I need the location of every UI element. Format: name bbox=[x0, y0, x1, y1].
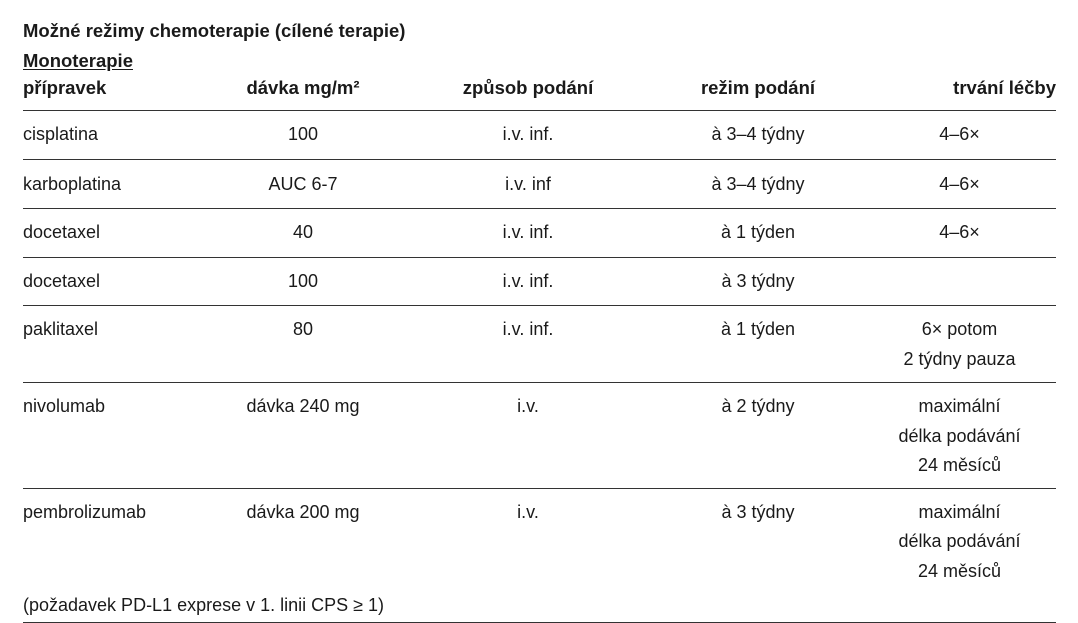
cell-dose: dávka 200 mg bbox=[246, 501, 360, 522]
cell-duration bbox=[863, 257, 1056, 306]
cell-duration bbox=[863, 488, 1056, 586]
column-header-route: způsob podání bbox=[403, 77, 653, 111]
cell-schedule: à 3 týdny bbox=[653, 257, 863, 306]
cell-schedule: à 2 týdny bbox=[653, 383, 863, 489]
duration-line: maximální bbox=[918, 501, 1001, 522]
cell-drug: pembrolizumab bbox=[23, 501, 147, 522]
duration-line: maximální bbox=[918, 396, 1001, 416]
cell-route: i.v. inf bbox=[403, 159, 653, 209]
cell-dose: 40 bbox=[203, 209, 403, 258]
cell-route: i.v. bbox=[403, 383, 653, 489]
duration-line: délka podávání bbox=[898, 531, 1021, 551]
cell-drug: nivolumab bbox=[23, 383, 203, 489]
duration-line: 4–6× bbox=[939, 222, 980, 242]
section-subtitle: Monoterapie bbox=[23, 50, 133, 71]
cell-schedule: à 3–4 týdny bbox=[653, 111, 863, 160]
cell-drug: karboplatina bbox=[23, 159, 203, 209]
duration-line: 24 měsíců bbox=[917, 455, 1002, 475]
cell-drug: paklitaxel bbox=[23, 306, 203, 383]
document-title: Možné režimy chemoterapie (cílené terapie) bbox=[23, 20, 406, 41]
cell-drug: docetaxel bbox=[23, 209, 203, 258]
duration-line: 4–6× bbox=[939, 124, 980, 144]
cell-route: i.v. inf. bbox=[403, 209, 653, 258]
cell-duration bbox=[863, 159, 1056, 209]
column-header-drug: přípravek bbox=[23, 77, 203, 111]
cell-drug: cisplatina bbox=[23, 111, 203, 160]
table-row bbox=[23, 159, 1056, 209]
cell-dose: 100 bbox=[203, 111, 403, 160]
cell-schedule: à 1 týden bbox=[653, 209, 863, 258]
cell-dose: AUC 6-7 bbox=[203, 159, 403, 209]
table-footnote: (požadavek PD-L1 exprese v 1. linii CPS ≥ 1) bbox=[23, 586, 1056, 623]
table-row bbox=[23, 111, 1056, 160]
duration-line: délka podávání bbox=[898, 425, 1021, 446]
cell-schedule: à 3–4 týdny bbox=[653, 159, 863, 209]
cell-duration bbox=[863, 111, 1056, 160]
cell-route: i.v. inf. bbox=[403, 257, 653, 306]
cell-schedule: à 3 týdny bbox=[721, 501, 795, 522]
column-header-duration: trvání léčby bbox=[863, 77, 1056, 111]
duration-line: 4–6× bbox=[939, 173, 980, 194]
regimen-table bbox=[23, 77, 1056, 623]
duration-line: 6× potom bbox=[921, 319, 998, 339]
cell-duration bbox=[863, 209, 1056, 258]
cell-duration bbox=[863, 383, 1056, 489]
cell-route: i.v. bbox=[517, 501, 539, 522]
cell-schedule: à 1 týden bbox=[653, 306, 863, 383]
table-body bbox=[23, 111, 1056, 623]
cell-dose: dávka 240 mg bbox=[203, 383, 403, 489]
cell-drug: docetaxel bbox=[23, 257, 203, 306]
cell-route: i.v. inf. bbox=[403, 306, 653, 383]
table-row bbox=[23, 306, 1056, 383]
table-row bbox=[23, 257, 1056, 306]
cell-route: i.v. inf. bbox=[403, 111, 653, 160]
cell-duration bbox=[863, 306, 1056, 383]
table-header-row bbox=[23, 77, 1056, 111]
table-row bbox=[23, 488, 1056, 586]
column-header-dose: dávka mg/m² bbox=[203, 77, 403, 111]
duration-line: 2 týdny pauza bbox=[903, 348, 1016, 369]
cell-dose: 80 bbox=[203, 306, 403, 383]
cell-dose: 100 bbox=[203, 257, 403, 306]
table-row bbox=[23, 209, 1056, 258]
table-row bbox=[23, 383, 1056, 489]
duration-line: 24 měsíců bbox=[917, 560, 1002, 581]
footnote-row bbox=[23, 586, 1056, 623]
column-header-schedule: režim podání bbox=[653, 77, 863, 111]
